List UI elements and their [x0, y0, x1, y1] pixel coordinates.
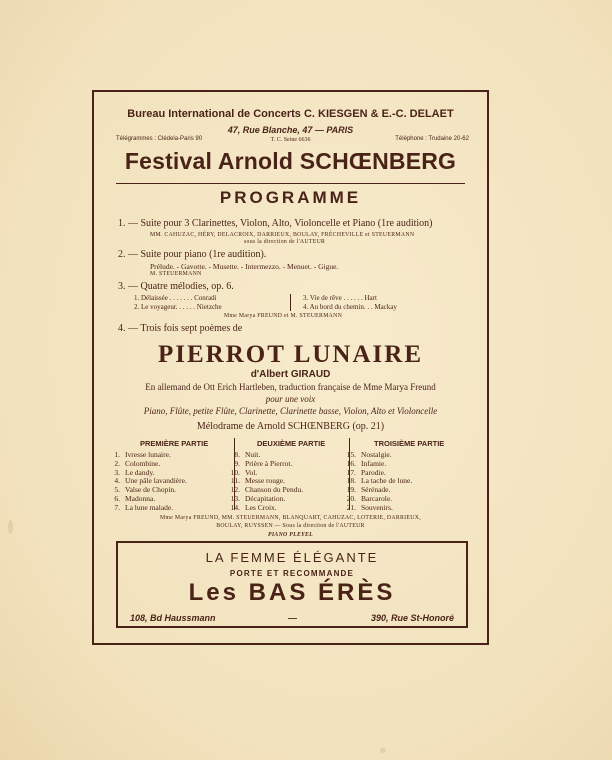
- list-item: 21. Souvenirs.: [346, 502, 393, 512]
- voice-line: pour une voix: [265, 394, 316, 404]
- advert-address-right: 390, Rue St-Honoré: [370, 613, 454, 623]
- song-right-1: 3. Vie de rêve . . . . . . Hart: [303, 294, 377, 302]
- item-1-direction: sous la direction de l'AUTEUR: [244, 239, 326, 245]
- program-frame: [92, 90, 489, 645]
- song-left-2: 2. Le voyageur. . . . . . Nietzche: [134, 303, 222, 311]
- list-item: 8. Nuit.: [234, 450, 261, 459]
- part-2-list: [224, 451, 303, 513]
- telephone-line: Téléphone : Trudaine 20-62: [395, 136, 469, 142]
- melodrame-line: Mélodrame de Arnold SCHŒNBERG (op. 21): [196, 421, 385, 432]
- pierrot-performers-2: BOULAY, RUYSSEN — Sous la direction de l'AUTEUR: [216, 523, 365, 529]
- item-2-movements: Prélude. - Gavotte. - Musette. - Intermezzo. - Menuet. - Gigue.: [150, 262, 339, 271]
- piano-pleyel: PIANO PLEYEL: [268, 532, 313, 538]
- bureau-address: 47, Rue Blanche, 47 — PARIS: [227, 125, 354, 135]
- item-3-performers: Mme Marya FREUND et M. STEUERMANN: [224, 313, 343, 319]
- advert-address-left: 108, Bd Haussmann: [130, 613, 216, 623]
- list-item: 6. Madonna.: [114, 493, 156, 503]
- advert-dash: —: [288, 613, 297, 623]
- list-item: 18. La tache de lune.: [346, 476, 413, 486]
- item-2-performer: M. STEUERMANN: [150, 271, 202, 277]
- list-item: 15. Nostalgie.: [346, 450, 392, 459]
- item-4-title: 4. — Trois fois sept poèmes de: [118, 323, 243, 334]
- translation-line: En allemand de Ott Erich Hartleben, traduction française de Mme Marya Freund: [145, 382, 436, 392]
- list-item: 2. Colombine.: [114, 458, 161, 468]
- song-right-2: 4. Au bord du chemin. . . Mackay: [303, 303, 397, 311]
- paper-stain: [8, 520, 13, 534]
- list-item: 1. Ivresse lunaire.: [114, 450, 171, 459]
- part-2-heading: DEUXIÈME PARTIE: [257, 439, 326, 448]
- list-item: 7. La lune malade.: [114, 502, 174, 512]
- song-left-1: 1. Délaissée . . . . . . . Conradi: [134, 294, 217, 302]
- bureau-heading: Bureau International de Concerts C. KIESGEN & E.-C. DELAET: [127, 108, 454, 120]
- list-item: 19. Sérénade.: [346, 485, 391, 495]
- pierrot-performers-1: Mme Marya FREUND, MM. STEUERMANN, BLANQUART, CAHUZAC, LOTERIE, DARRIEUX,: [160, 515, 421, 521]
- list-item: 16. Infamie.: [346, 458, 387, 468]
- item-1-title: 1. — Suite pour 3 Clarinettes, Violon, Alto, Violoncelle et Piano (1re audition): [118, 218, 433, 229]
- list-item: 5. Valse de Chopin.: [114, 485, 177, 495]
- part-1-heading: PREMIÈRE PARTIE: [140, 439, 209, 448]
- list-item: 4. Une pâle lavandière.: [114, 476, 187, 486]
- list-item: 12. Chanson du Pendu.: [230, 485, 304, 495]
- list-item: 14. Les Croix.: [230, 502, 277, 512]
- festival-title: Festival Arnold SCHŒNBERG: [124, 148, 457, 174]
- item-3-title: 3. — Quatre mélodies, op. 6.: [118, 281, 234, 292]
- songs-divider: [290, 294, 291, 311]
- item-1-performers: MM. CAHUZAC, HÉRY, DELACROIX, DARRIEUX, BOULAY, FRÉCHEVILLE et STEUERMANN: [150, 232, 415, 238]
- advert-line-1: LA FEMME ÉLÉGANTE: [205, 550, 379, 565]
- list-item: 20. Barcarole.: [346, 493, 393, 503]
- pierrot-author: d'Albert GIRAUD: [250, 369, 331, 380]
- advert-brand: Les BAS ÉRÈS: [188, 579, 396, 606]
- title-rule: [116, 183, 465, 184]
- tc-line: T. C. Seine 6636: [270, 137, 311, 143]
- list-item: 3. Le dandy.: [114, 467, 155, 477]
- programme-heading: PROGRAMME: [219, 188, 362, 207]
- advert-box: [116, 541, 468, 628]
- list-item: 11. Messe rouge.: [230, 476, 285, 486]
- part-3-heading: TROISIÈME PARTIE: [374, 439, 445, 448]
- part-3-list: [340, 451, 412, 513]
- advert-line-2: PORTE ET RECOMMANDE: [229, 569, 355, 578]
- list-item: 10. Vol.: [230, 467, 258, 477]
- instruments-line: Piano, Flûte, petite Flûte, Clarinette, Clarinette basse, Violon, Alto et Violoncelle: [143, 406, 438, 416]
- list-item: 9. Prière à Pierrot.: [234, 458, 293, 468]
- list-item: 13. Décapitation.: [230, 493, 286, 503]
- telegrams-line: Télégrammes : Clédela-Paris 90: [116, 136, 203, 142]
- paper-stain: [380, 748, 386, 753]
- list-item: 17. Parodie.: [346, 467, 386, 477]
- pierrot-title: PIERROT LUNAIRE: [158, 341, 423, 368]
- part-1-list: [104, 451, 187, 513]
- item-2-title: 2. — Suite pour piano (1re audition).: [118, 249, 267, 260]
